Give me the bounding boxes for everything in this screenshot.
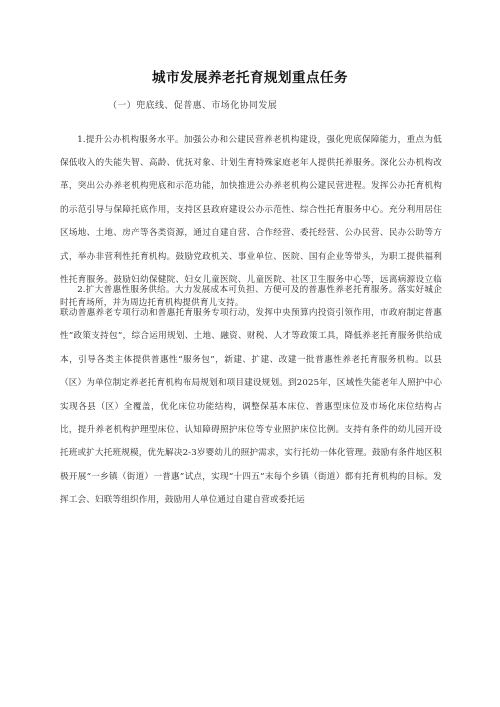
- section-heading: （一）兜底线、促普惠、市场化协同发展: [108, 101, 278, 111]
- paragraph-1: 1.提升公办机构服务水平。加强公办和公建民营养老机构建设，强化兜底保障能力，重点为低保低收入的失能失智、高龄、优抚对象、计划生育特殊家庭老年人提供托养服务。深化公办机构改革，突出公办养老机构兜底和示范功能，加快推进公办养老机构公建民营进程。发挥公办托育机构的示范引导与保障托底作用，支持区县政府建设公办示范性、综合性托育服务中心。充分利用居住区场地、土地、房产等各类资源，通过自建自营、合作经营、委托经营、公办民营、民办公助等方式，举办非营利性托育机构。鼓励党政机关、事业单位、医院、国有企业等带头，为职工提供福利性托育服务。鼓励妇幼保健院、妇女儿童医院、儿童医院、社区卫生服务中心等，远离病源设立临时托育场所，并为周边托育机构提供育儿支持。: [60, 134, 442, 309]
- paragraph-2: 2.扩大普惠性服务供给。大力发展成本可负担、方便可及的普惠性养老托育服务。落实好城企联动普惠养老专项行动和普惠托育服务专项行动，发挥中央预算内投资引领作用，市政府制定普惠性”政策支持包”，综合运用规划、土地、融资、财税、人才等政策工具，降低养老托育服务供给成本，引导各类主体提供普惠性“服务包”，新建、扩建、改建一批普惠性养老托育服务机构。以县（区）为单位制定养老托育机构布局规划和项目建设规划。到2025年，区域性失能老年人照护中心实现各县（区）全覆盖，优化床位功能结构，调整保基本床位、普惠型床位及市场化床位结构占比，提升养老机构护理型床位、认知障碍照护床位等专业照护床位比例。支持有条件的幼儿园开设托班或扩大托班规模，优先解决2-3岁婴幼儿的照护需求，实行托幼一体化管理。鼓励有条件地区积极开展“一乡镇（街道）一普惠”试点，实现“十四五”末每个乡镇（街道）都有托育机构的目标。发挥工会、妇联等组织作用，鼓励用人单位通过自建自营或委托运: [60, 284, 442, 506]
- document-title: 城市发展养老托育规划重点任务: [152, 70, 348, 86]
